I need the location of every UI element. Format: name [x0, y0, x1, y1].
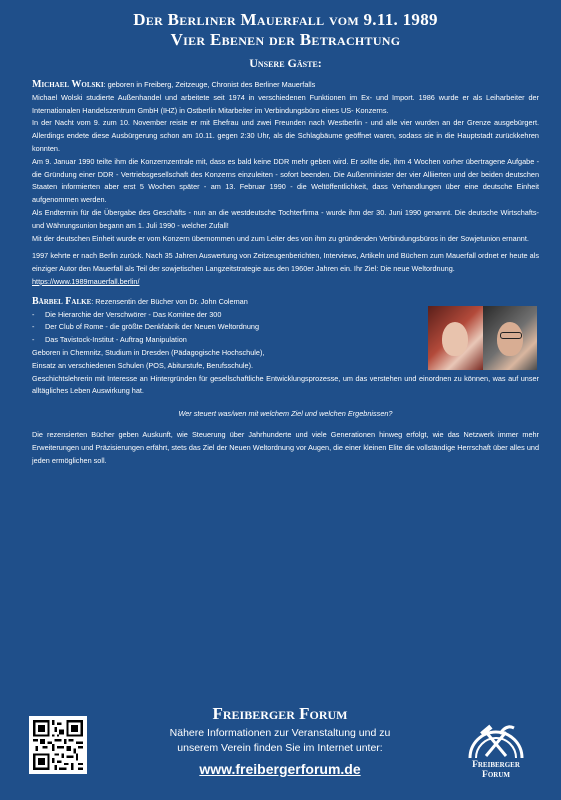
- forum-url-link[interactable]: www.freibergerforum.de: [199, 761, 361, 777]
- falke-bio-line: Einsatz an verschiedenen Schulen (POS, Abiturstufe, Berufsschule).: [32, 360, 254, 370]
- wolski-paragraph-1997: 1997 kehrte er nach Berlin zurück. Nach 35 Jahren Auswertung von Zeitzeugenberichten, Interviews, Artikeln und Büchern zum Mauerfall ordnet er heute als einziger Autor den Mauerfall als Teil der sowjetischen Langzeitstrategie aus den 1960er Jahren ein. Ihr Ziel: Die neue Weltordnung.: [32, 251, 539, 274]
- falke-section: [32, 296, 539, 398]
- wolski-paragraph: In der Nacht vom 9. zum 10. November reiste er mit Ehefrau und zwei Freunden nach Westberlin - und alle vier wurden an der Grenze ausgebürgert. Allerdings endete diese Ausbürgerung schon am 10.11. gegen 2:30 Uhr, als die Schlagbäume geöffnet waren, sodass sie in die Hauptstadt zurückkehren konnten.: [32, 118, 539, 153]
- hammer-and-pick-arch-icon: [464, 714, 528, 760]
- list-item: - Der Club of Rome - die größte Denkfabrik der Neuen Weltordnung: [32, 322, 260, 332]
- wolski-paragraph: Michael Wolski studierte Außenhandel und arbeitete seit 1974 in verschiedenen Funktionen im Ex- und Import. 1986 wurde er als Leiharbeiter der Internationalen Handelszentrum GmbH (IHZ) in Ostberlin Mitarbeiter im Verbindungsbüro eines US- Konzerns.: [32, 92, 539, 115]
- forum-title: Freiberger Forum: [212, 704, 348, 723]
- closing-paragraph: Die rezensierten Bücher geben Auskunft, wie Steuerung über Jahrhunderte und viele Generationen hinweg erfolgt, wie das Netzwerk immer mehr Erweiterungen und Präzisierungen erfährt, stets das Ziel der Neuen Weltordnung vor Augen, die einer kleinen Elite die vollständige Herrschaft über alles und jeden ermöglichen soll.: [32, 429, 539, 465]
- wolski-name: Michael Wolski: [32, 79, 104, 90]
- footer: [0, 704, 561, 800]
- list-item: - Das Tavistock-Institut - Auftrag Manipulation: [32, 335, 187, 345]
- sub-title: Vier Ebenen der Betrachtung: [170, 30, 401, 49]
- wolski-intro-text: : geboren in Freiberg, Zeitzeuge, Chronist des Berliner Mauerfalls: [103, 80, 316, 89]
- speakers-photo: [428, 306, 537, 370]
- falke-bio-line: Geboren in Chemnitz, Studium in Dresden (Pädagogische Hochschule),: [32, 347, 265, 357]
- main-title: Der Berliner Mauerfall vom 9.11. 1989: [133, 10, 438, 29]
- mauerfall-link[interactable]: https://www.1989mauerfall.berlin/: [32, 276, 140, 286]
- photo-man: [483, 306, 538, 370]
- list-item: - Die Hierarchie der Verschwörer - Das Komitee der 300: [32, 309, 222, 319]
- wolski-intro: [32, 79, 539, 92]
- falke-intro-text: : Rezensentin der Bücher von Dr. John Coleman: [91, 296, 248, 306]
- forum-logo: [456, 714, 536, 792]
- wolski-section: [32, 79, 539, 289]
- photo-woman: [428, 306, 483, 370]
- logo-text-line1: Freiberger: [472, 760, 520, 770]
- falke-intro: [32, 296, 418, 309]
- book-list: [32, 309, 418, 347]
- wolski-paragraph: Als Endtermin für die Übergabe des Geschäfts - nun an die westdeutsche Tochterfirma - wurde ihm der 30. Juni 1990 genannt. Die deutsche Wirtschafts- und Währungsunion begann am 1. Juli 1990 - welcher Zufall!: [32, 207, 539, 230]
- qr-code-icon[interactable]: [29, 716, 87, 774]
- wolski-paragraph: Am 9. Januar 1990 teilte ihm die Konzernzentrale mit, dass es bald keine DDR mehr geben wird. Er sollte die, ihm 4 Wochen vorher übertragene Aufgabe - die Gründung einer DDR - Vertriebsgesellschaft des Konzerns einzuleiten - sofort beenden. Die Außenminister der vier Alliierten und der beiden deutschen Staaten informierten aber erst 5 Wochen später - am 13. Februar 1990 - die Weltöffentlichkeit, dass Verhandlungen über eine deutsche Einheit aufgenommen werden.: [32, 156, 539, 205]
- central-question: Wer steuert was/wen mit welchem Ziel und welchen Ergebnissen?: [178, 409, 393, 419]
- falke-name: Bärbel Falke: [32, 295, 92, 307]
- wolski-paragraph: Mit der deutschen Einheit wurde er vom Konzern übernommen und zum Leiter des von ihm zu gründenden Verbindungsbüros in der Sowjetunion ernannt.: [32, 233, 529, 243]
- forum-info: Nähere Informationen zur Veranstaltung und zu unserem Verein finden Sie im Internet unter:: [169, 727, 391, 754]
- guests-heading: Unsere Gäste:: [249, 56, 322, 70]
- logo-text-line2: Forum: [482, 770, 510, 780]
- falke-bio-paragraph: Geschichtslehrerin mit Interesse an Hintergründen für gesellschaftliche Entwicklungsprozesse, um das verstehen und einordnen zu können, was auf unser alltägliches Leben Auswirkung hat.: [32, 373, 539, 396]
